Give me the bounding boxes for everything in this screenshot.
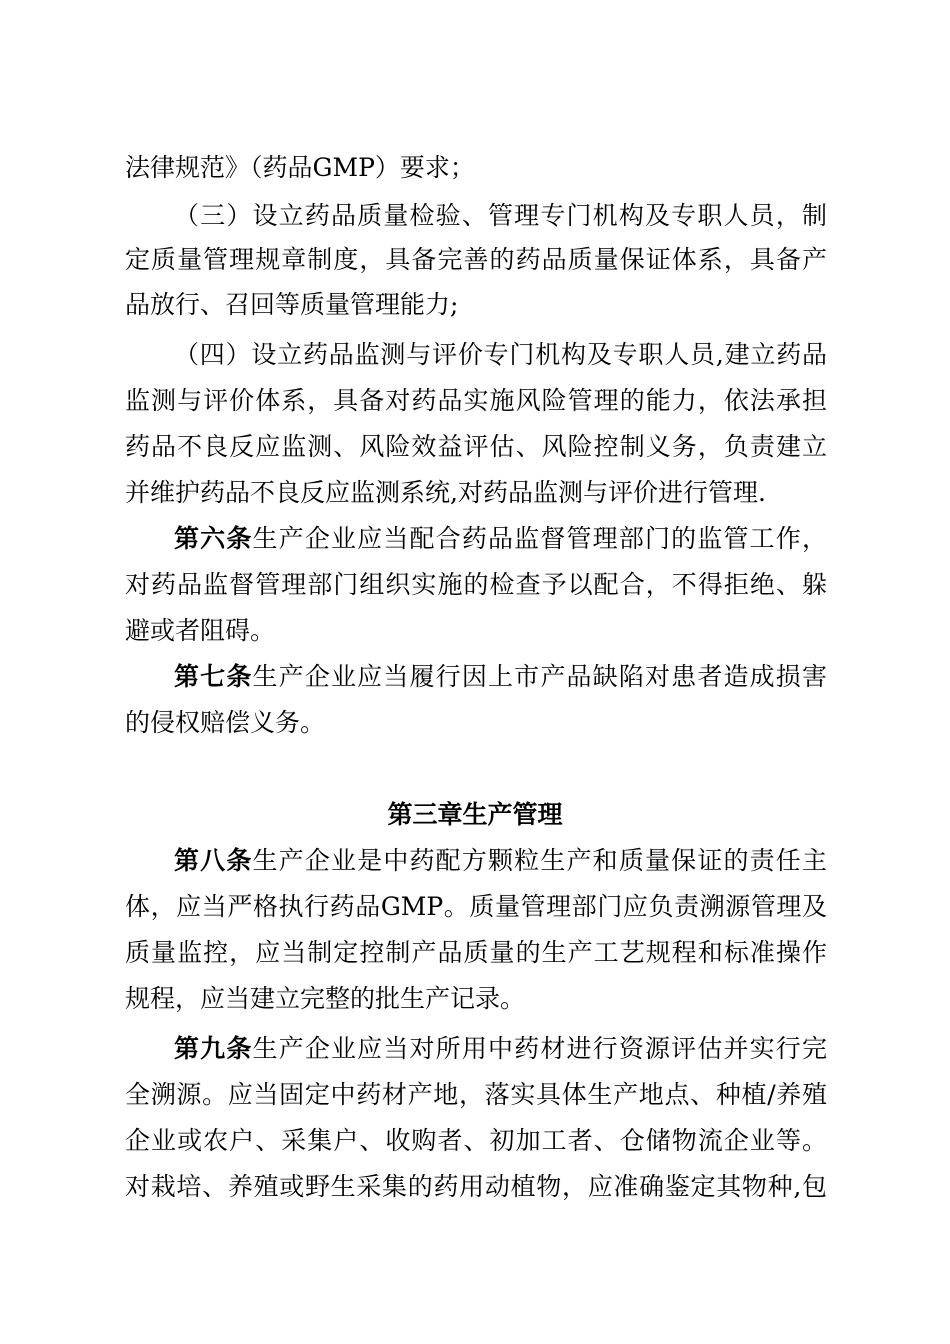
text-line: 规程，应当建立完整的批生产记录。 [125, 984, 526, 1013]
text-line: 企业或农户、采集户、收购者、初加工者、仓储物流企业等。 [125, 1126, 827, 1155]
article-number: 第六条 [174, 524, 253, 553]
text-line: 的侵权赔偿义务。 [125, 708, 326, 737]
article-line [174, 1033, 827, 1065]
text-line: 药品不良反应监测、风险效益评估、风险控制义务，负责建立 [125, 432, 827, 461]
text-line: 法律规范》（药品GMP）要求； [125, 153, 475, 182]
article-line [174, 523, 827, 555]
text-line: 避或者阻碍。 [125, 616, 276, 645]
text-line: 定质量管理规章制度，具备完善的药品质量保证体系，具备产 [125, 245, 827, 274]
article-number: 第九条 [174, 1034, 253, 1063]
text-line: 对药品监督管理部门组织实施的检查予以配合，不得拒绝、躲 [125, 570, 827, 599]
text-line: 并维护药品不良反应监测系统,对药品监测与评价进行管理. [125, 478, 766, 507]
article-line [174, 845, 827, 877]
article-number: 第八条 [174, 846, 253, 875]
text-line: 对栽培、养殖或野生采集的药用动植物，应准确鉴定其物种,包 [125, 1172, 827, 1201]
text-line: 品放行、召回等质量管理能力; [125, 290, 459, 319]
text-line: （三）设立药品质量检验、管理专门机构及专职人员，制 [174, 201, 827, 230]
text-line: 全溯源。应当固定中药材产地，落实具体生产地点、种植/养殖 [125, 1080, 827, 1109]
text-line: （四）设立药品监测与评价专门机构及专职人员,建立药品 [174, 340, 827, 369]
article-line [174, 661, 827, 693]
article-text: 生产企业应当配合药品监督管理部门的监管工作， [252, 524, 827, 553]
article-text: 生产企业应当对所用中药材进行资源评估并实行完 [252, 1034, 827, 1063]
text-line: 监测与评价体系，具备对药品实施风险管理的能力，依法承担 [125, 386, 827, 415]
text-line: 质量监控，应当制定控制产品质量的生产工艺规程和标准操作 [125, 938, 827, 967]
text-line: 体，应当严格执行药品GMP。质量管理部门应负责溯源管理及 [125, 892, 827, 921]
article-text: 生产企业是中药配方颗粒生产和质量保证的责任主 [252, 846, 827, 875]
article-number: 第七条 [174, 662, 253, 691]
article-text: 生产企业应当履行因上市产品缺陷对患者造成损害 [252, 662, 827, 691]
chapter-heading: 第三章生产管理 [387, 800, 563, 829]
